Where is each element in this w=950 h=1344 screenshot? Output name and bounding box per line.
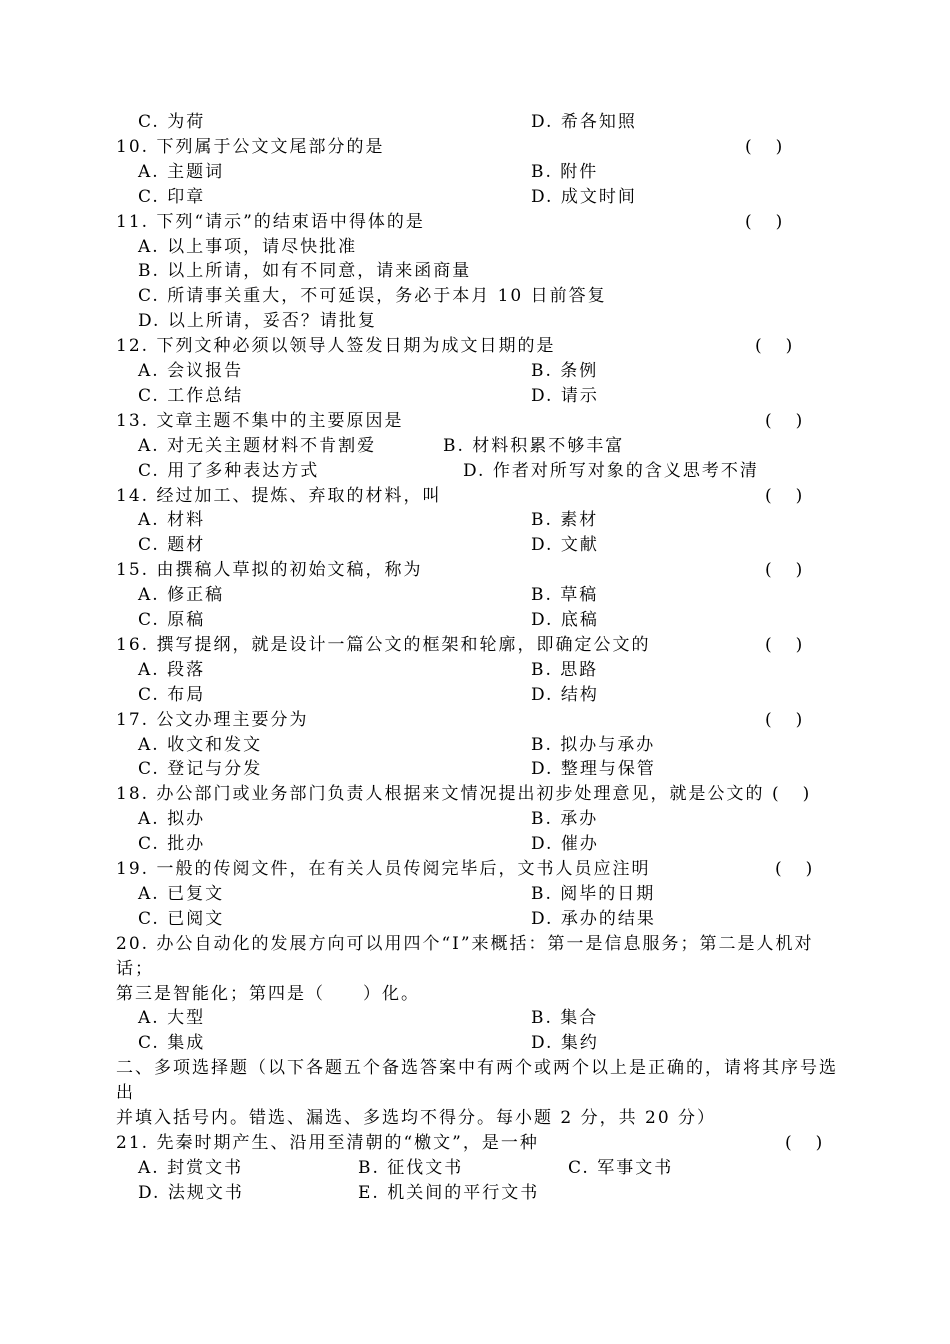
- text-line: [0, 235, 950, 260]
- text-line: [0, 807, 950, 832]
- option-text: B. 附件: [531, 161, 599, 182]
- option-text: D. 作者对所写对象的含义思考不清: [463, 460, 759, 481]
- option-text: D. 文献: [531, 535, 599, 556]
- text-line: [0, 757, 950, 782]
- line-text: C. 批办: [138, 834, 206, 855]
- option-text: D. 底稿: [531, 610, 599, 630]
- blank-open: (: [765, 485, 772, 506]
- option-text: E. 机关间的平行文书: [358, 1182, 540, 1203]
- text-line: [0, 459, 950, 484]
- option-text: B. 材料积累不够丰富: [443, 435, 625, 456]
- blank-close: ): [795, 485, 803, 506]
- answer-blank[interactable]: [775, 857, 812, 882]
- answer-blank[interactable]: [765, 409, 802, 434]
- text-line: [0, 857, 950, 882]
- text-line: [0, 907, 950, 932]
- line-text: A. 大型: [138, 1008, 206, 1029]
- blank-open: (: [755, 336, 762, 357]
- text-line: [0, 658, 950, 683]
- line-text: C. 用了多种表达方式: [138, 460, 320, 481]
- line-text: D. 法规文书: [138, 1182, 244, 1203]
- line-text: C. 所请事关重大，不可延误，务必于本月 10 日前答复: [138, 286, 607, 307]
- option-text: D. 希各知照: [531, 112, 637, 132]
- line-text: 19. 一般的传阅文件，在有关人员传阅完毕后，文书人员应注明: [116, 859, 651, 879]
- line-text: A. 收文和发文: [138, 734, 263, 755]
- text-line: [0, 1006, 950, 1031]
- line-text: C. 印章: [138, 186, 206, 207]
- line-text: 21. 先秦时期产生、沿用至清朝的“檄文”，是一种: [116, 1132, 539, 1153]
- option-text: B. 素材: [531, 510, 599, 531]
- line-text: A. 以上事项，请尽快批准: [138, 236, 358, 257]
- text-line: [0, 1081, 950, 1106]
- text-line: [0, 135, 950, 160]
- blank-close: ): [775, 211, 783, 232]
- blank-open: (: [765, 709, 772, 730]
- text-line: [0, 309, 950, 334]
- option-text: D. 请示: [531, 385, 599, 406]
- line-text: C. 原稿: [138, 610, 206, 630]
- blank-open: (: [745, 211, 752, 232]
- text-line: [0, 733, 950, 758]
- line-text: 出: [116, 1083, 135, 1104]
- text-line: [0, 882, 950, 907]
- text-line: [0, 110, 950, 135]
- line-text: 18. 办公部门或业务部门负责人根据来文情况提出初步处理意见，就是公文的: [116, 784, 765, 805]
- blank-open: (: [772, 784, 779, 805]
- text-line: [0, 533, 950, 558]
- line-text: C. 为荷: [138, 112, 206, 132]
- line-text: 第三是智能化；第四是（ ）化。: [116, 983, 420, 1004]
- line-text: A. 对无关主题材料不肯割爱: [138, 435, 377, 456]
- option-text: C. 军事文书: [568, 1157, 674, 1178]
- blank-open: (: [745, 136, 752, 157]
- line-text: 15. 由撰稿人草拟的初始文稿，称为: [116, 560, 423, 581]
- blank-close: ): [802, 784, 810, 805]
- line-text: 并填入括号内。错选、漏选、多选均不得分。每小题 2 分，共 20 分）: [116, 1108, 717, 1128]
- text-line: [0, 334, 950, 359]
- line-text: 13. 文章主题不集中的主要原因是: [116, 410, 404, 431]
- text-line: [0, 185, 950, 210]
- blank-open: (: [775, 859, 782, 879]
- blank-close: ): [795, 410, 803, 431]
- line-text: 11. 下列“请示”的结束语中得体的是: [116, 211, 425, 232]
- blank-close: ): [785, 336, 793, 357]
- blank-open: (: [765, 634, 772, 655]
- option-text: B. 草稿: [531, 585, 599, 606]
- line-text: 16. 撰写提纲，就是设计一篇公文的框架和轮廓，即确定公文的: [116, 634, 651, 655]
- line-text: A. 拟办: [138, 809, 206, 830]
- line-text: A. 材料: [138, 510, 206, 531]
- option-text: B. 阅毕的日期: [531, 883, 656, 904]
- text-line: [0, 633, 950, 658]
- text-line: [0, 409, 950, 434]
- text-line: [0, 1156, 950, 1181]
- text-line: [0, 160, 950, 185]
- blank-close: ): [815, 1132, 823, 1153]
- line-text: A. 段落: [138, 659, 206, 680]
- line-text: A. 主题词: [138, 161, 225, 182]
- text-line: [0, 359, 950, 384]
- answer-blank[interactable]: [765, 558, 802, 583]
- text-line: [0, 1056, 950, 1081]
- line-text: 12. 下列文种必须以领导人签发日期为成文日期的是: [116, 336, 556, 357]
- answer-blank[interactable]: [785, 1131, 822, 1156]
- text-line: [0, 683, 950, 708]
- blank-close: ): [795, 634, 803, 655]
- line-text: C. 登记与分发: [138, 759, 263, 780]
- line-text: C. 工作总结: [138, 385, 244, 406]
- text-line: [0, 484, 950, 509]
- answer-blank[interactable]: [772, 782, 809, 807]
- text-line: [0, 982, 950, 1007]
- text-line: [0, 583, 950, 608]
- option-text: B. 征伐文书: [358, 1157, 464, 1178]
- line-text: C. 集成: [138, 1033, 206, 1054]
- option-text: B. 集合: [531, 1008, 599, 1029]
- line-text: C. 题材: [138, 535, 206, 556]
- text-line: [0, 508, 950, 533]
- line-text: 20. 办公自动化的发展方向可以用四个“I”来概括：第一是信息服务；第二是人机对: [116, 933, 814, 954]
- line-text: A. 修正稿: [138, 585, 225, 606]
- line-text: 10. 下列属于公文文尾部分的是: [116, 136, 385, 157]
- line-text: 17. 公文办理主要分为: [116, 709, 309, 730]
- text-line: [0, 558, 950, 583]
- answer-blank[interactable]: [765, 484, 802, 509]
- blank-close: ): [795, 560, 803, 581]
- text-line: [0, 957, 950, 982]
- text-line: [0, 1181, 950, 1206]
- text-line: [0, 1031, 950, 1056]
- text-line: [0, 384, 950, 409]
- option-text: B. 条例: [531, 361, 599, 381]
- option-text: D. 催办: [531, 834, 599, 855]
- blank-close: ): [795, 709, 803, 730]
- option-text: D. 整理与保管: [531, 759, 656, 780]
- option-text: B. 拟办与承办: [531, 734, 656, 755]
- text-line: [0, 1131, 950, 1156]
- option-text: B. 承办: [531, 809, 599, 830]
- blank-open: (: [765, 410, 772, 431]
- line-text: 二、多项选择题（以下各题五个备选答案中有两个或两个以上是正确的，请将其序号选: [116, 1058, 838, 1079]
- line-text: C. 已阅文: [138, 908, 225, 929]
- line-text: 14. 经过加工、提炼、弃取的材料，叫: [116, 485, 442, 506]
- blank-open: (: [785, 1132, 792, 1153]
- line-text: A. 已复文: [138, 883, 225, 904]
- blank-close: ): [775, 136, 783, 157]
- option-text: D. 集约: [531, 1033, 599, 1054]
- answer-blank[interactable]: [755, 334, 792, 359]
- text-line: [0, 932, 950, 957]
- line-text: A. 会议报告: [138, 361, 244, 381]
- text-line: [0, 210, 950, 235]
- line-text: C. 布局: [138, 684, 206, 705]
- blank-close: ): [805, 859, 813, 879]
- answer-blank[interactable]: [765, 708, 802, 733]
- option-text: D. 成文时间: [531, 186, 637, 207]
- line-text: D. 以上所请，妥否？请批复: [138, 311, 377, 332]
- text-line: [0, 434, 950, 459]
- text-line: [0, 1106, 950, 1131]
- option-text: D. 结构: [531, 684, 599, 705]
- text-line: [0, 832, 950, 857]
- text-line: [0, 284, 950, 309]
- text-line: [0, 782, 950, 807]
- answer-blank[interactable]: [745, 135, 782, 160]
- text-line: [0, 708, 950, 733]
- text-line: [0, 259, 950, 284]
- option-text: D. 承办的结果: [531, 908, 656, 929]
- line-text: 话；: [116, 958, 154, 979]
- answer-blank[interactable]: [745, 210, 782, 235]
- option-text: B. 思路: [531, 659, 599, 680]
- text-line: [0, 608, 950, 633]
- blank-open: (: [765, 560, 772, 581]
- line-text: B. 以上所请，如有不同意，请来函商量: [138, 261, 472, 282]
- answer-blank[interactable]: [765, 633, 802, 658]
- line-text: A. 封赏文书: [138, 1157, 244, 1178]
